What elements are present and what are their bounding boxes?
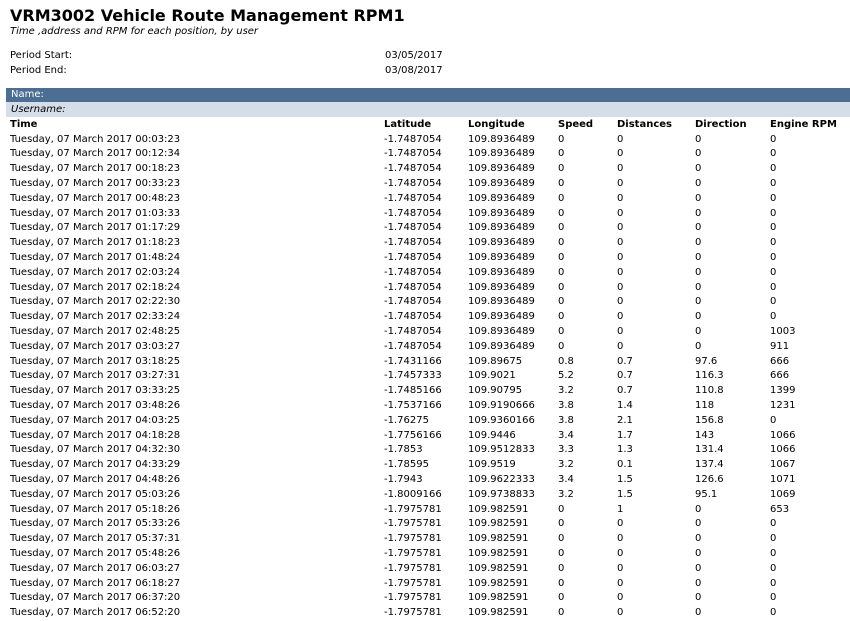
cell-time: Tuesday, 07 March 2017 06:37:20 xyxy=(10,592,181,604)
cell-time: Tuesday, 07 March 2017 04:32:30 xyxy=(10,444,181,456)
cell-engine-rpm: 1067 xyxy=(770,459,796,471)
cell-direction: 0 xyxy=(695,533,702,545)
cell-engine-rpm: 1003 xyxy=(770,326,796,338)
cell-engine-rpm: 1071 xyxy=(770,474,796,486)
cell-longitude: 109.8936489 xyxy=(468,178,535,190)
cell-latitude: -1.7756166 xyxy=(384,429,442,441)
cell-time: Tuesday, 07 March 2017 02:18:24 xyxy=(10,281,181,293)
cell-direction: 0 xyxy=(695,548,702,559)
cell-speed: 3.8 xyxy=(558,414,574,426)
cell-engine-rpm: 0 xyxy=(770,414,777,426)
cell-latitude: -1.7487054 xyxy=(384,207,442,219)
cell-longitude: 109.9446 xyxy=(468,429,516,441)
cell-direction: 0 xyxy=(695,577,702,589)
cell-speed: 0 xyxy=(558,178,565,190)
cell-longitude: 109.8936489 xyxy=(468,133,535,145)
table-row xyxy=(10,280,850,295)
cell-latitude: -1.7487054 xyxy=(384,192,442,204)
cell-time: Tuesday, 07 March 2017 06:18:27 xyxy=(10,577,181,589)
cell-engine-rpm: 0 xyxy=(770,133,777,145)
cell-longitude: 109.982591 xyxy=(468,577,529,589)
cell-engine-rpm: 0 xyxy=(770,207,777,219)
cell-direction: 0 xyxy=(695,281,702,293)
table-row xyxy=(10,265,850,280)
cell-engine-rpm: 0 xyxy=(770,192,777,204)
col-header-distances: Distances xyxy=(617,118,672,130)
cell-direction: 0 xyxy=(695,178,702,190)
cell-speed: 3.2 xyxy=(558,459,574,471)
cell-distances: 1.3 xyxy=(617,444,633,456)
cell-longitude: 109.982591 xyxy=(468,518,529,530)
table-row xyxy=(10,457,850,472)
cell-distances: 0 xyxy=(617,237,624,249)
table-row xyxy=(10,324,850,339)
cell-speed: 0 xyxy=(558,163,565,175)
cell-time: Tuesday, 07 March 2017 05:33:26 xyxy=(10,518,181,530)
cell-engine-rpm: 0 xyxy=(770,562,777,574)
col-header-latitude: Latitude xyxy=(384,118,432,130)
cell-speed: 0 xyxy=(558,207,565,219)
cell-speed: 0 xyxy=(558,311,565,323)
table-header-row xyxy=(10,117,850,132)
cell-distances: 0 xyxy=(617,266,624,278)
table-row xyxy=(10,369,850,384)
table-row xyxy=(10,309,850,324)
cell-time: Tuesday, 07 March 2017 06:52:20 xyxy=(10,607,181,619)
cell-latitude: -1.7487054 xyxy=(384,148,442,160)
col-header-engine-rpm: Engine RPM xyxy=(770,118,837,130)
table-row xyxy=(10,591,850,606)
cell-time: Tuesday, 07 March 2017 04:33:29 xyxy=(10,459,181,471)
cell-time: Tuesday, 07 March 2017 00:33:23 xyxy=(10,178,181,190)
cell-speed: 0 xyxy=(558,222,565,234)
cell-longitude: 109.9360166 xyxy=(468,414,535,426)
cell-longitude: 109.8936489 xyxy=(468,207,535,219)
table-row xyxy=(10,250,850,265)
cell-time: Tuesday, 07 March 2017 00:03:23 xyxy=(10,133,181,145)
cell-latitude: -1.78595 xyxy=(384,459,429,471)
table-row xyxy=(10,605,850,620)
cell-longitude: 109.8936489 xyxy=(468,237,535,249)
cell-speed: 3.4 xyxy=(558,474,574,486)
cell-direction: 137.4 xyxy=(695,459,724,471)
table-row xyxy=(10,502,850,517)
cell-direction: 118 xyxy=(695,400,715,412)
cell-latitude: -1.76275 xyxy=(384,414,429,426)
cell-speed: 0 xyxy=(558,133,565,145)
table-row xyxy=(10,531,850,546)
cell-engine-rpm: 0 xyxy=(770,533,777,545)
col-header-longitude: Longitude xyxy=(468,118,525,130)
cell-direction: 131.4 xyxy=(695,444,724,456)
cell-longitude: 109.8936489 xyxy=(468,296,535,308)
cell-time: Tuesday, 07 March 2017 02:48:25 xyxy=(10,326,181,338)
period-start-value: 03/05/2017 xyxy=(385,50,443,61)
table-row xyxy=(10,191,850,206)
cell-speed: 0 xyxy=(558,296,565,308)
cell-latitude: -1.7487054 xyxy=(384,281,442,293)
cell-speed: 3.2 xyxy=(558,385,574,397)
cell-longitude: 109.982591 xyxy=(468,533,529,545)
table-row xyxy=(10,517,850,532)
cell-time: Tuesday, 07 March 2017 01:18:23 xyxy=(10,237,181,249)
cell-longitude: 109.8936489 xyxy=(468,326,535,338)
username-group-header xyxy=(6,102,850,117)
cell-distances: 0 xyxy=(617,311,624,323)
cell-longitude: 109.9021 xyxy=(468,370,516,382)
cell-engine-rpm: 1066 xyxy=(770,444,796,456)
cell-time: Tuesday, 07 March 2017 00:18:23 xyxy=(10,163,181,175)
cell-speed: 0 xyxy=(558,237,565,249)
cell-engine-rpm: 666 xyxy=(770,355,790,367)
cell-distances: 0.7 xyxy=(617,385,633,397)
cell-distances: 0 xyxy=(617,518,624,530)
cell-time: Tuesday, 07 March 2017 01:48:24 xyxy=(10,252,181,264)
cell-direction: 0 xyxy=(695,222,702,234)
cell-speed: 0 xyxy=(558,562,565,574)
cell-longitude: 109.9622333 xyxy=(468,474,535,486)
cell-speed: 3.8 xyxy=(558,400,574,412)
cell-longitude: 109.982591 xyxy=(468,592,529,604)
cell-engine-rpm: 0 xyxy=(770,311,777,323)
cell-distances: 0 xyxy=(617,207,624,219)
cell-latitude: -1.7487054 xyxy=(384,340,442,352)
cell-time: Tuesday, 07 March 2017 03:18:25 xyxy=(10,355,181,367)
cell-direction: 0 xyxy=(695,207,702,219)
cell-latitude: -1.7487054 xyxy=(384,296,442,308)
cell-latitude: -1.7487054 xyxy=(384,163,442,175)
cell-distances: 0 xyxy=(617,548,624,559)
cell-latitude: -1.7431166 xyxy=(384,355,442,367)
cell-engine-rpm: 0 xyxy=(770,592,777,604)
cell-direction: 0 xyxy=(695,311,702,323)
cell-longitude: 109.8936489 xyxy=(468,252,535,264)
cell-speed: 0 xyxy=(558,518,565,530)
cell-latitude: -1.7975781 xyxy=(384,548,442,559)
report-subtitle: Time ,address and RPM for each position, by user xyxy=(10,26,259,37)
name-group-header xyxy=(6,88,850,102)
cell-direction: 0 xyxy=(695,326,702,338)
cell-time: Tuesday, 07 March 2017 05:37:31 xyxy=(10,533,181,545)
cell-direction: 0 xyxy=(695,340,702,352)
cell-distances: 1.7 xyxy=(617,429,633,441)
cell-speed: 0 xyxy=(558,607,565,619)
cell-latitude: -1.8009166 xyxy=(384,488,442,500)
cell-time: Tuesday, 07 March 2017 03:33:25 xyxy=(10,385,181,397)
cell-distances: 0.1 xyxy=(617,459,633,471)
cell-direction: 0 xyxy=(695,148,702,160)
cell-latitude: -1.7487054 xyxy=(384,237,442,249)
cell-engine-rpm: 1399 xyxy=(770,385,796,397)
cell-engine-rpm: 0 xyxy=(770,577,777,589)
cell-speed: 0 xyxy=(558,148,565,160)
cell-speed: 0 xyxy=(558,503,565,515)
cell-latitude: -1.7487054 xyxy=(384,252,442,264)
cell-time: Tuesday, 07 March 2017 03:27:31 xyxy=(10,370,181,382)
cell-latitude: -1.7485166 xyxy=(384,385,442,397)
cell-time: Tuesday, 07 March 2017 02:33:24 xyxy=(10,311,181,323)
cell-direction: 0 xyxy=(695,163,702,175)
cell-distances: 1.5 xyxy=(617,474,633,486)
cell-time: Tuesday, 07 March 2017 01:03:33 xyxy=(10,207,181,219)
cell-latitude: -1.7487054 xyxy=(384,326,442,338)
cell-direction: 0 xyxy=(695,518,702,530)
table-row xyxy=(10,413,850,428)
cell-distances: 0.7 xyxy=(617,370,633,382)
table-row xyxy=(10,176,850,191)
col-header-speed: Speed xyxy=(558,118,594,130)
table-row xyxy=(10,383,850,398)
cell-latitude: -1.7853 xyxy=(384,444,423,456)
cell-distances: 0 xyxy=(617,222,624,234)
col-header-time: Time xyxy=(10,118,38,130)
table-row xyxy=(10,206,850,221)
table-row xyxy=(10,161,850,176)
cell-latitude: -1.7487054 xyxy=(384,222,442,234)
cell-distances: 0 xyxy=(617,148,624,160)
cell-speed: 0 xyxy=(558,326,565,338)
cell-distances: 1 xyxy=(617,503,624,515)
table-row xyxy=(10,487,850,502)
col-header-direction: Direction xyxy=(695,118,747,130)
cell-time: Tuesday, 07 March 2017 03:48:26 xyxy=(10,400,181,412)
cell-distances: 0 xyxy=(617,296,624,308)
cell-engine-rpm: 0 xyxy=(770,222,777,234)
cell-direction: 0 xyxy=(695,503,702,515)
cell-direction: 116.3 xyxy=(695,370,724,382)
cell-speed: 0 xyxy=(558,533,565,545)
cell-speed: 0 xyxy=(558,548,565,559)
report-title: VRM3002 Vehicle Route Management RPM1 xyxy=(10,6,405,25)
cell-distances: 0 xyxy=(617,340,624,352)
table-row xyxy=(10,576,850,591)
table-row xyxy=(10,428,850,443)
table-row xyxy=(10,235,850,250)
username-label: Username: xyxy=(11,104,66,115)
name-label: Name: xyxy=(11,89,44,100)
cell-speed: 5.2 xyxy=(558,370,574,382)
cell-latitude: -1.7943 xyxy=(384,474,423,486)
cell-engine-rpm: 1069 xyxy=(770,488,796,500)
cell-direction: 97.6 xyxy=(695,355,718,367)
cell-time: Tuesday, 07 March 2017 02:22:30 xyxy=(10,296,181,308)
cell-time: Tuesday, 07 March 2017 04:18:28 xyxy=(10,429,181,441)
cell-distances: 0 xyxy=(617,562,624,574)
cell-longitude: 109.982591 xyxy=(468,548,529,559)
cell-distances: 0 xyxy=(617,592,624,604)
cell-time: Tuesday, 07 March 2017 01:17:29 xyxy=(10,222,181,234)
table-row xyxy=(10,443,850,458)
cell-direction: 0 xyxy=(695,607,702,619)
cell-latitude: -1.7487054 xyxy=(384,311,442,323)
cell-direction: 0 xyxy=(695,266,702,278)
cell-engine-rpm: 0 xyxy=(770,266,777,278)
cell-longitude: 109.9190666 xyxy=(468,400,535,412)
cell-latitude: -1.7975781 xyxy=(384,577,442,589)
cell-longitude: 109.9738833 xyxy=(468,488,535,500)
cell-distances: 1.5 xyxy=(617,488,633,500)
cell-longitude: 109.9519 xyxy=(468,459,516,471)
cell-latitude: -1.7487054 xyxy=(384,266,442,278)
cell-distances: 0 xyxy=(617,192,624,204)
cell-distances: 0.7 xyxy=(617,355,633,367)
cell-speed: 0 xyxy=(558,592,565,604)
cell-time: Tuesday, 07 March 2017 00:12:34 xyxy=(10,148,181,160)
cell-time: Tuesday, 07 March 2017 04:48:26 xyxy=(10,474,181,486)
cell-speed: 0 xyxy=(558,266,565,278)
cell-direction: 0 xyxy=(695,592,702,604)
cell-distances: 0 xyxy=(617,133,624,145)
cell-longitude: 109.8936489 xyxy=(468,148,535,160)
cell-speed: 3.3 xyxy=(558,444,574,456)
cell-direction: 143 xyxy=(695,429,715,441)
cell-speed: 0 xyxy=(558,192,565,204)
cell-longitude: 109.8936489 xyxy=(468,266,535,278)
cell-longitude: 109.8936489 xyxy=(468,311,535,323)
cell-engine-rpm: 0 xyxy=(770,296,777,308)
cell-engine-rpm: 0 xyxy=(770,163,777,175)
cell-speed: 0 xyxy=(558,252,565,264)
cell-longitude: 109.982591 xyxy=(468,503,529,515)
cell-distances: 1.4 xyxy=(617,400,633,412)
cell-latitude: -1.7975781 xyxy=(384,518,442,530)
cell-distances: 0 xyxy=(617,326,624,338)
cell-engine-rpm: 911 xyxy=(770,340,790,352)
cell-direction: 0 xyxy=(695,296,702,308)
cell-distances: 0 xyxy=(617,281,624,293)
cell-distances: 0 xyxy=(617,577,624,589)
cell-longitude: 109.9512833 xyxy=(468,444,535,456)
cell-time: Tuesday, 07 March 2017 05:03:26 xyxy=(10,488,181,500)
cell-latitude: -1.7975781 xyxy=(384,607,442,619)
cell-time: Tuesday, 07 March 2017 05:18:26 xyxy=(10,503,181,515)
table-body xyxy=(10,132,850,620)
cell-engine-rpm: 0 xyxy=(770,607,777,619)
period-start-label: Period Start: xyxy=(10,50,73,61)
cell-time: Tuesday, 07 March 2017 02:03:24 xyxy=(10,266,181,278)
cell-direction: 156.8 xyxy=(695,414,724,426)
table-row xyxy=(10,132,850,147)
cell-time: Tuesday, 07 March 2017 05:48:26 xyxy=(10,548,181,559)
cell-engine-rpm: 0 xyxy=(770,237,777,249)
cell-time: Tuesday, 07 March 2017 04:03:25 xyxy=(10,414,181,426)
cell-latitude: -1.7487054 xyxy=(384,178,442,190)
cell-direction: 0 xyxy=(695,133,702,145)
table-row xyxy=(10,546,850,561)
cell-engine-rpm: 1231 xyxy=(770,400,796,412)
cell-engine-rpm: 0 xyxy=(770,281,777,293)
cell-speed: 0 xyxy=(558,281,565,293)
cell-engine-rpm: 666 xyxy=(770,370,790,382)
cell-engine-rpm: 0 xyxy=(770,518,777,530)
cell-distances: 0 xyxy=(617,163,624,175)
cell-engine-rpm: 0 xyxy=(770,548,777,559)
cell-longitude: 109.8936489 xyxy=(468,340,535,352)
cell-engine-rpm: 0 xyxy=(770,178,777,190)
cell-direction: 0 xyxy=(695,252,702,264)
period-end-value: 03/08/2017 xyxy=(385,65,443,76)
cell-latitude: -1.7457333 xyxy=(384,370,442,382)
cell-direction: 126.6 xyxy=(695,474,724,486)
cell-longitude: 109.90795 xyxy=(468,385,523,397)
cell-distances: 0 xyxy=(617,607,624,619)
cell-speed: 0 xyxy=(558,577,565,589)
cell-time: Tuesday, 07 March 2017 06:03:27 xyxy=(10,562,181,574)
cell-latitude: -1.7975781 xyxy=(384,592,442,604)
cell-speed: 3.4 xyxy=(558,429,574,441)
cell-longitude: 109.8936489 xyxy=(468,192,535,204)
cell-longitude: 109.8936489 xyxy=(468,222,535,234)
cell-engine-rpm: 0 xyxy=(770,252,777,264)
cell-speed: 0 xyxy=(558,340,565,352)
cell-longitude: 109.982591 xyxy=(468,562,529,574)
cell-distances: 0 xyxy=(617,178,624,190)
cell-longitude: 109.89675 xyxy=(468,355,523,367)
table-row xyxy=(10,561,850,576)
table-row xyxy=(10,295,850,310)
table-row xyxy=(10,398,850,413)
cell-direction: 110.8 xyxy=(695,385,724,397)
table-row xyxy=(10,147,850,162)
table-row xyxy=(10,339,850,354)
cell-engine-rpm: 653 xyxy=(770,503,790,515)
cell-latitude: -1.7975781 xyxy=(384,562,442,574)
cell-engine-rpm: 0 xyxy=(770,148,777,160)
cell-latitude: -1.7487054 xyxy=(384,133,442,145)
cell-longitude: 109.8936489 xyxy=(468,281,535,293)
cell-engine-rpm: 1066 xyxy=(770,429,796,441)
table-row xyxy=(10,472,850,487)
cell-speed: 3.2 xyxy=(558,488,574,500)
cell-distances: 0 xyxy=(617,252,624,264)
cell-latitude: -1.7975781 xyxy=(384,533,442,545)
cell-direction: 0 xyxy=(695,237,702,249)
cell-latitude: -1.7975781 xyxy=(384,503,442,515)
period-end-label: Period End: xyxy=(10,65,67,76)
cell-time: Tuesday, 07 March 2017 03:03:27 xyxy=(10,340,181,352)
cell-distances: 0 xyxy=(617,533,624,545)
cell-speed: 0.8 xyxy=(558,355,574,367)
cell-direction: 0 xyxy=(695,562,702,574)
cell-longitude: 109.982591 xyxy=(468,607,529,619)
table-row xyxy=(10,221,850,236)
cell-latitude: -1.7537166 xyxy=(384,400,442,412)
cell-longitude: 109.8936489 xyxy=(468,163,535,175)
cell-direction: 95.1 xyxy=(695,488,718,500)
table-row xyxy=(10,354,850,369)
route-table xyxy=(10,117,850,620)
cell-direction: 0 xyxy=(695,192,702,204)
cell-distances: 2.1 xyxy=(617,414,633,426)
cell-time: Tuesday, 07 March 2017 00:48:23 xyxy=(10,192,181,204)
